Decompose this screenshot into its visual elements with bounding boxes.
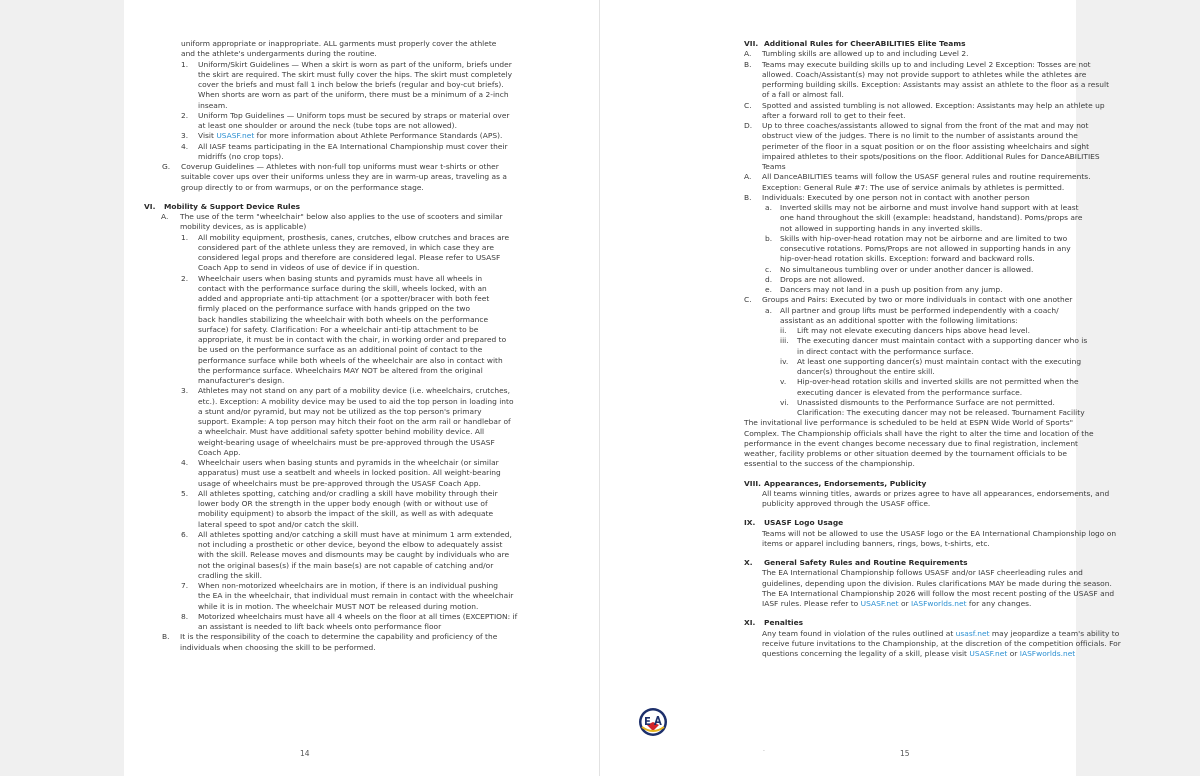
text-line: All athletes spotting and/or catching a skill must have at minimum 1 arm extended, <box>198 529 512 539</box>
section-number: VI. <box>144 201 156 211</box>
text-line: Wheelchair users when basing stunts and pyramids in the wheelchair (or similar <box>198 458 499 467</box>
text-line: receive future invitations to the Championship, at the discretion of the competition officials. For <box>762 638 1121 648</box>
text-line: at least one shoulder or around the neck (tube tops are not allowed). <box>198 121 457 130</box>
text-line: Athletes may not stand on any part of a mobility device (i.e. wheelchairs, crutches, <box>198 386 510 396</box>
section-x-heading <box>744 558 1164 568</box>
list-item <box>144 489 564 530</box>
text-line: Complex. The Championship officials shall have the right to alter the time and location of the <box>744 428 1094 438</box>
text-line: All partner and group lifts must be performed independently with a coach/ <box>780 305 1059 315</box>
text-line: not including a prosthetic or other device, beyond the elbow to adequately assist <box>198 540 503 549</box>
page-number: 15 <box>900 749 910 758</box>
list-item <box>144 612 564 633</box>
text-line: surface) for safety. Clarification: For a wheelchair anti-tip attachment to be <box>198 324 479 334</box>
list-item <box>144 581 564 612</box>
text-line: The invitational live performance is scheduled to be held at ESPN Wide World of Sports" <box>744 418 1074 428</box>
text-line: items or apparel including banners, rings, bows, t-shirts, etc. <box>762 538 990 548</box>
text-line: lower body OR the strength in the upper body enough (with or without use of <box>198 499 488 508</box>
list-item <box>744 121 1164 172</box>
list-marker: b. <box>765 233 773 243</box>
text-line: weight-bearing usage of wheelchairs must be pre-approved through the USASF <box>198 437 495 447</box>
text-line: cradling the skill. <box>198 570 263 580</box>
text-line: executing dancer is elevated from the performance surface. <box>797 387 1023 397</box>
text-line: Coverup Guidelines — Athletes with non-full top uniforms must wear t-shirts or other <box>181 162 499 171</box>
section-xi-body <box>744 629 1164 660</box>
text-line: All IASF teams participating in the EA International Championship must cover their <box>198 141 508 151</box>
text-line: Hip-over-head rotation skills and inverted skills are not permitted when the <box>797 377 1079 387</box>
section-title: General Safety Rules and Routine Requirements <box>764 558 968 567</box>
list-item <box>144 458 564 489</box>
text-line: Visit USASF.net for more information about Athlete Performance Standards (APS). <box>198 131 503 141</box>
list-marker: 1. <box>181 232 189 242</box>
text-line: Uniform/Skirt Guidelines — When a skirt is worn as part of the uniform, briefs under <box>198 59 512 69</box>
text-line: a wheelchair. Must have additional safety spotter behind mobility device. All <box>198 427 485 437</box>
usasf-link[interactable]: USASF.net <box>969 649 1008 658</box>
text-line: perimeter of the floor in a squat position or on the floor assisting wheelchairs and sight <box>762 141 1090 151</box>
left-page-content <box>144 39 564 653</box>
text-line: Motorized wheelchairs must have all 4 wheels on the floor at all times (EXCEPTION: if <box>198 611 518 621</box>
text-line: Dancers may not land in a push up position from any jump. <box>780 285 1003 294</box>
text-line: after a forward roll to get to their feet. <box>762 110 906 120</box>
text-line: of a fall or almost fall. <box>762 90 844 100</box>
text-line: the performance surface. Wheelchairs MAY NOT be altered from the original <box>198 365 483 375</box>
text-line: a stunt and/or pyramid, but may not be utilized as the top person's primary <box>198 406 482 416</box>
individual-item <box>744 203 1164 234</box>
text-line: When shorts are worn as part of the uniform, there must be a minimum of a 2-inch <box>198 90 509 100</box>
list-marker: 8. <box>181 611 189 621</box>
text-line: At least one supporting dancer(s) must maintain contact with the executing <box>797 356 1082 366</box>
list-marker: D. <box>744 121 753 130</box>
section-vi-heading <box>144 202 564 212</box>
text-line: considered part of the athlete unless they are removed, in which case they are <box>198 242 494 252</box>
list-marker: 3. <box>181 386 189 396</box>
text-line: usage of wheelchairs must be pre-approved through the USASF Coach App. <box>198 478 481 488</box>
list-marker: c. <box>765 264 772 274</box>
text-line: not the original bases(s) if the main base(s) are not capable of catching and/or <box>198 560 494 570</box>
text-line: essential to the success of the championship. <box>744 459 915 469</box>
section-xi-heading <box>744 618 1164 628</box>
list-item <box>144 530 564 581</box>
list-marker: e. <box>765 285 772 294</box>
text-line: Spotted and assisted tumbling is not allowed. Exception: Assistants may help an athlete up <box>762 100 1105 110</box>
text-line: dancer(s) throughout the entire skill. <box>797 367 935 376</box>
list-marker: B. <box>162 632 170 642</box>
section-number: VII. <box>744 39 759 48</box>
text-line: questions concerning the legality of a skill, please visit USASF.net or IASFworlds.net <box>762 649 1076 658</box>
left-page <box>124 0 600 776</box>
mobility-item-b <box>144 632 564 653</box>
text-line: not allowed in supporting hands in any inverted skills. <box>780 223 983 233</box>
text-line: When non-motorized wheelchairs are in motion, if there is an individual pushing <box>198 581 498 590</box>
text-line: Wheelchair users when basing stunts and pyramids must have all wheels in <box>198 273 483 283</box>
text-line: Exception: General Rule #7: The use of service animals by athletes is permitted. <box>762 182 1065 192</box>
list-item <box>744 172 1164 193</box>
list-marker: ii. <box>780 326 787 335</box>
usasf-link[interactable]: USASF.net <box>216 131 255 141</box>
text-line: with the skill. Release moves and dismounts may be caught by individuals who are <box>198 550 510 560</box>
list-item <box>144 142 564 163</box>
text-line: guidelines, depending upon the division. Rules clarifications MAY be made during the season. <box>762 578 1112 588</box>
text-line: All teams winning titles, awards or prizes agree to have all appearances, endorsements, and <box>762 488 1110 498</box>
section-viii-heading <box>744 479 1164 489</box>
text-line: The EA International Championship follows USASF and/or IASF cheerleading rules and <box>762 568 1083 578</box>
list-marker: 2. <box>181 110 189 120</box>
text-line: support. Example: A top person may hitch their foot on the arm rail or handlebar of <box>198 417 511 426</box>
text-line: Drops are not allowed. <box>780 274 865 284</box>
page-dot: . <box>763 746 765 753</box>
section-ix-heading <box>744 518 1164 528</box>
list-marker: 6. <box>181 529 189 539</box>
individual-item <box>744 234 1164 265</box>
ea-logo-icon <box>638 707 668 737</box>
text-line: group directly to or from warmups, or on the performance stage. <box>181 182 424 192</box>
section-ix-body <box>744 529 1164 550</box>
list-item <box>144 131 564 141</box>
text-line: Inverted skills may not be airborne and must involve hand support with at least <box>780 203 1079 212</box>
facility-paragraph <box>744 418 1164 469</box>
text-line: The EA International Championship 2026 will follow the most recent posting of the USASF and <box>762 588 1115 598</box>
text-line: Coach App. <box>198 447 241 457</box>
list-marker: vi. <box>780 397 789 407</box>
list-marker: iv. <box>780 356 789 366</box>
list-marker: a. <box>765 305 772 315</box>
text-line: No simultaneous tumbling over or under another dancer is allowed. <box>780 264 1034 274</box>
groups-item <box>744 295 1164 305</box>
list-item <box>744 101 1164 122</box>
text-line: in direct contact with the performance surface. <box>797 346 974 356</box>
text-line: etc.). Exception: A mobility device may be used to aid the top person in loading into <box>198 396 514 406</box>
coverup-guidelines <box>144 162 564 193</box>
section-title: Additional Rules for CheerABILITIES Elite Teams <box>764 39 966 48</box>
usasf-link[interactable]: usasf.net <box>955 628 990 638</box>
text-line: midriffs (no crop tops). <box>198 151 284 161</box>
text-line: the skirt are required. The skirt must fully cover the hips. The skirt must completely <box>198 69 513 79</box>
text-line: Teams will not be allowed to use the USASF logo or the EA International Championship logo on <box>762 528 1117 538</box>
limitation-item <box>744 398 1164 419</box>
text-line: publicity approved through the USASF office. <box>762 499 931 508</box>
list-item <box>744 60 1164 101</box>
text-line: Uniform Top Guidelines — Uniform tops must be secured by straps or material over <box>198 110 510 120</box>
section-number: X. <box>744 558 753 567</box>
text-line: apparatus) must use a seatbelt and wheels in locked position. All weight-bearing <box>198 468 501 478</box>
text-line: Groups and Pairs: Executed by two or more individuals in contact with one another <box>762 295 1073 305</box>
text-line: Any team found in violation of the rules outlined at usasf.net may jeopardize a team's ability to <box>762 628 1120 638</box>
text-line: the EA in the wheelchair, that individual must remain in contact with the wheelchair <box>198 591 514 601</box>
text-line: Coach App to send in videos of use of device if in question. <box>198 263 420 273</box>
list-marker: v. <box>780 377 787 387</box>
section-title: Mobility & Support Device Rules <box>164 201 301 211</box>
text-line: The executing dancer must maintain contact with a supporting dancer who is <box>797 336 1088 346</box>
limitation-item <box>744 377 1164 398</box>
text-line: consecutive rotations. Poms/Props are not allowed in supporting hands in any <box>780 244 1071 253</box>
limitation-item <box>744 336 1164 357</box>
list-marker: G. <box>162 162 171 171</box>
section-title: Appearances, Endorsements, Publicity <box>764 478 927 488</box>
section-number: IX. <box>744 518 756 528</box>
list-item <box>744 193 1164 203</box>
text-line: Individuals: Executed by one person not in contact with another person <box>762 192 1030 202</box>
section-x-body <box>744 568 1164 609</box>
text-line: weather, facility problems or other situation deemed by the tournament officials to be <box>744 449 1068 458</box>
section-viii-body <box>744 489 1164 510</box>
text-line: The use of the term "wheelchair" below also applies to the use of scooters and similar <box>180 212 503 221</box>
list-marker: B. <box>744 59 752 69</box>
text-line: Unassisted dismounts to the Performance Surface are not permitted. <box>797 397 1055 407</box>
section-number: VIII. <box>744 478 761 488</box>
text-line: uniform appropriate or inappropriate. ALL garments must properly cover the athlete <box>181 39 497 48</box>
list-marker: A. <box>744 49 752 59</box>
section-title: Penalties <box>764 618 804 628</box>
text-line: lateral speed to spot and/or catch the skill. <box>198 519 359 529</box>
text-line: be used on the performance surface as an additional point of contact to the <box>198 345 483 355</box>
text-line: and the athlete's undergarments during the routine. <box>181 49 377 59</box>
text-line: performance in the event changes become necessary due to final registration, inclement <box>744 438 1078 448</box>
text-line: obstruct view of the judges. There is no limit to the number of assistants around the <box>762 131 1078 141</box>
list-item <box>744 49 1164 59</box>
text-line: Skills with hip-over-head rotation may not be airborne and are limited to two <box>780 233 1068 243</box>
text-line: IASF rules. Please refer to USASF.net or IASFworlds.net for any changes. <box>762 599 1032 608</box>
text-line: performing building skills. Exception: Assistants may assist an athlete to the floor as a result <box>762 80 1109 89</box>
text-line: impaired athletes to their spots/positions on the floor. Additional Rules for DanceABILITIES <box>762 151 1100 161</box>
text-line: It is the responsibility of the coach to determine the capability and proficiency of the <box>180 632 498 642</box>
list-marker: 2. <box>181 273 189 283</box>
text-line: while it is in motion. The wheelchair MUST NOT be released during motion. <box>198 601 479 611</box>
mobility-item-a <box>144 212 564 233</box>
list-marker: 7. <box>181 581 189 590</box>
list-marker: 3. <box>181 131 189 141</box>
list-marker: 4. <box>181 141 189 151</box>
text-line: an assistant is needed to lift back wheels onto performance floor <box>198 622 442 631</box>
text-line: allowed. Coach/Assistant(s) may not provide support to athletes while the athletes are <box>762 69 1087 79</box>
list-marker: A. <box>744 172 752 182</box>
right-page-content <box>744 39 1164 659</box>
list-item <box>144 60 564 111</box>
text-line: considered legal props and therefore are considered legal. Please refer to USASF <box>198 253 501 262</box>
page-number: 14 <box>300 749 310 758</box>
usasf-link[interactable]: USASF.net <box>860 599 899 608</box>
text-line: manufacturer's design. <box>198 376 285 385</box>
list-marker: a. <box>765 203 772 212</box>
section-title: USASF Logo Usage <box>764 518 844 528</box>
text-line: Tumbling skills are allowed up to and including Level 2. <box>762 49 969 59</box>
text-line: back handles stabilizing the wheelchair with both wheels on the performance <box>198 314 489 324</box>
list-marker: iii. <box>780 336 789 346</box>
text-line: contact with the performance surface during the skill, wheels locked, with an <box>198 283 487 293</box>
text-line: firmly placed on the performance surface with hands gripped on the two <box>198 304 471 314</box>
list-marker: 1. <box>181 59 189 69</box>
text-line: one hand throughout the skill (example: headstand, handstand). Poms/props are <box>780 213 1083 223</box>
list-marker: 5. <box>181 488 189 498</box>
list-item <box>144 111 564 132</box>
iasf-link[interactable]: IASFworlds.net <box>1019 649 1076 658</box>
section-vii-heading <box>744 39 1164 49</box>
group-item-a <box>744 306 1164 327</box>
text-line: All athletes spotting, catching and/or cradling a skill have mobility through their <box>198 488 498 498</box>
text-line: Teams may execute building skills up to and including Level 2 Exception: Tosses are not <box>762 59 1091 69</box>
text-line: added and appropriate anti-tip attachment (or a spotter/bracer with both feet <box>198 294 490 303</box>
text-line: performance surface while both wheels of the wheelchair are also in contact with <box>198 355 503 365</box>
text-line: All mobility equipment, prosthesis, canes, crutches, elbow crutches and braces are <box>198 232 510 242</box>
text-line: hip-over-head rotation skills. Exception: forward and backward rolls. <box>780 254 1035 264</box>
text-line: Teams <box>762 162 786 171</box>
text-line: assistant as an additional spotter with the following limitations: <box>780 315 1018 325</box>
text-line: mobility devices, as is applicable) <box>180 222 307 232</box>
list-marker: A. <box>161 212 169 221</box>
list-marker: B. <box>744 192 752 202</box>
list-marker: C. <box>744 295 752 305</box>
text-line: Clarification: The executing dancer may not be released. Tournament Facility <box>797 408 1085 417</box>
intro-paragraph <box>144 39 564 60</box>
individual-item <box>744 285 1164 295</box>
text-line: cover the briefs and must fall 1 inch below the briefs (regular and boy-cut briefs). <box>198 80 504 89</box>
limitation-item <box>744 357 1164 378</box>
individual-item <box>744 265 1164 275</box>
section-number: XI. <box>744 618 756 628</box>
list-item <box>144 386 564 458</box>
iasf-link[interactable]: IASFworlds.net <box>911 599 967 608</box>
text-line: appropriate, it must be in contact with the chair, in working order and prepared to <box>198 335 507 344</box>
limitation-item <box>744 326 1164 336</box>
text-line: Lift may not elevate executing dancers hips above head level. <box>797 326 1030 335</box>
text-line: suitable cover ups over their uniforms unless they are in warm-up areas, traveling as a <box>181 172 507 182</box>
list-marker: 4. <box>181 458 189 467</box>
list-marker: d. <box>765 274 773 284</box>
list-marker: C. <box>744 100 752 110</box>
text-line: Up to three coaches/assistants allowed to signal from the front of the mat and may not <box>762 121 1089 130</box>
individual-item <box>744 275 1164 285</box>
text-line: mobility equipment) to absorb the impact of the skill, as well as with adequate <box>198 509 494 519</box>
text-line: inseam. <box>198 100 228 110</box>
list-item <box>144 233 564 274</box>
text-line: individuals when choosing the skill to be performed. <box>180 642 376 652</box>
list-item <box>144 274 564 387</box>
text-line: All DanceABILITIES teams will follow the USASF general rules and routine requirements. <box>762 172 1091 182</box>
